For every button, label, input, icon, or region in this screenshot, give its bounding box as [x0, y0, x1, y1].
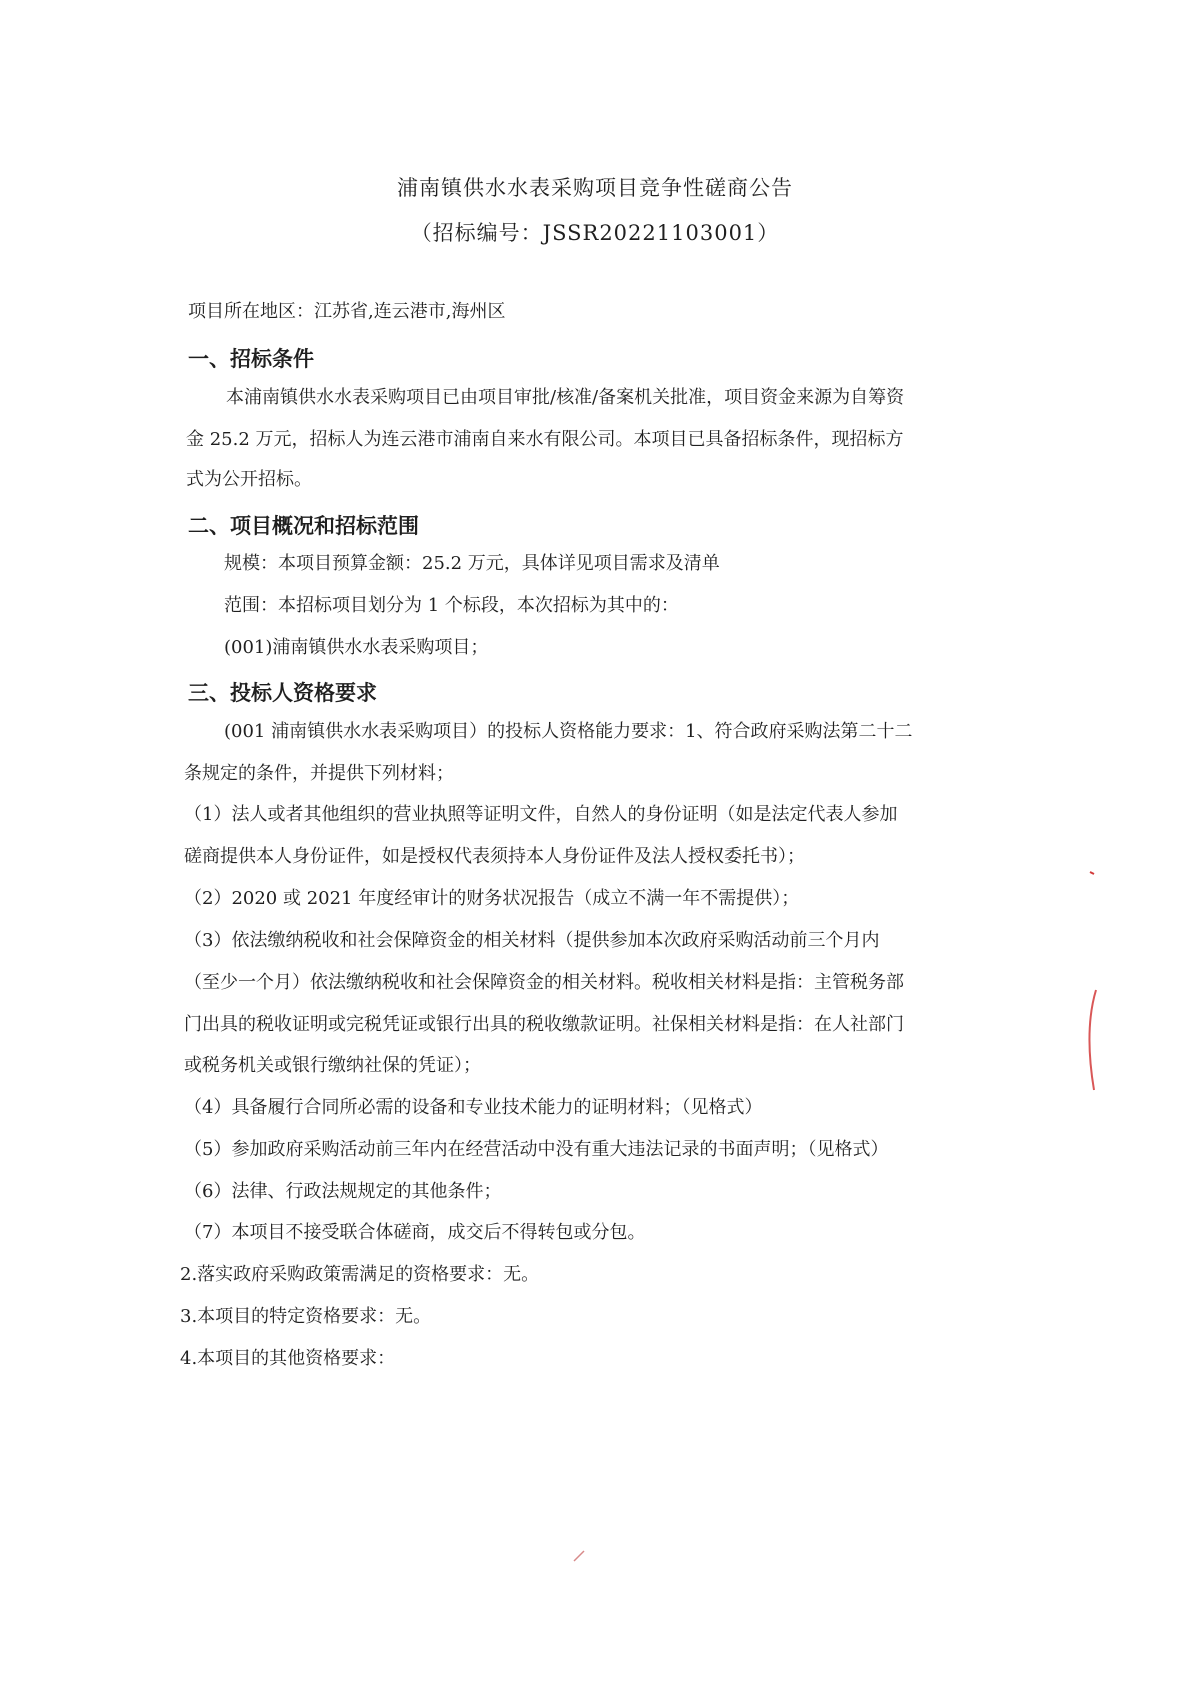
section-3-line: 条规定的条件，并提供下列材料； [184, 763, 454, 784]
stamp-edge-mark [1070, 860, 1110, 1100]
section-2-line: 规模：本项目预算金额：25.2 万元，具体详见项目需求及清单 [224, 553, 720, 574]
scan-mark [570, 1545, 590, 1565]
section-3-line: （至少一个月）依法缴纳税收和社会保障资金的相关材料。税收相关材料是指：主管税务部 [184, 972, 904, 993]
section-2-heading: 二、项目概况和招标范围 [188, 514, 419, 538]
section-3-line: （5）参加政府采购活动前三年内在经营活动中没有重大违法记录的书面声明；（见格式） [184, 1139, 889, 1160]
section-3-line: （7）本项目不接受联合体磋商，成交后不得转包或分包。 [184, 1222, 646, 1243]
section-2-line: (001)浦南镇供水水表采购项目； [224, 637, 489, 658]
section-3-heading: 三、投标人资格要求 [188, 681, 377, 705]
section-1-heading: 一、招标条件 [188, 347, 314, 371]
section-3-line: 4.本项目的其他资格要求： [180, 1348, 396, 1369]
section-3-line: （6）法律、行政法规规定的其他条件； [184, 1181, 502, 1202]
page-title: 浦南镇供水水表采购项目竞争性磋商公告 [397, 176, 793, 200]
section-3-line: （3）依法缴纳税收和社会保障资金的相关材料（提供参加本次政府采购活动前三个月内 [184, 930, 880, 951]
section-3-line: (001 浦南镇供水水表采购项目）的投标人资格能力要求：1、符合政府采购法第二十二 [224, 721, 913, 742]
section-1-line: 式为公开招标。 [186, 469, 312, 490]
section-3-line: 门出具的税收证明或完税凭证或银行出具的税收缴款证明。社保相关材料是指：在人社部门 [184, 1014, 904, 1035]
section-3-line: （2）2020 或 2021 年度经审计的财务状况报告（成立不满一年不需提供）； [184, 888, 800, 909]
project-region: 项目所在地区：江苏省,连云港市,海州区 [188, 301, 506, 322]
section-3-line: （1）法人或者其他组织的营业执照等证明文件，自然人的身份证明（如是法定代表人参加 [184, 804, 898, 825]
section-3-line: 3.本项目的特定资格要求：无。 [180, 1306, 432, 1327]
section-1-line: 本浦南镇供水水表采购项目已由项目审批/核准/备案机关批准，项目资金来源为自筹资 [226, 387, 905, 408]
section-3-line: 磋商提供本人身份证件，如是授权代表须持本人身份证件及法人授权委托书）； [184, 846, 805, 867]
section-1-line: 金 25.2 万元，招标人为连云港市浦南自来水有限公司。本项目已具备招标条件，现招标方 [186, 429, 904, 450]
tender-number: （招标编号：JSSR20221103001） [410, 221, 780, 245]
section-3-line: 2.落实政府采购政策需满足的资格要求：无。 [180, 1264, 540, 1285]
section-3-line: 或税务机关或银行缴纳社保的凭证）； [184, 1055, 481, 1076]
section-2-line: 范围：本招标项目划分为 1 个标段，本次招标为其中的： [224, 595, 679, 616]
section-3-line: （4）具备履行合同所必需的设备和专业技术能力的证明材料；（见格式） [184, 1097, 763, 1118]
